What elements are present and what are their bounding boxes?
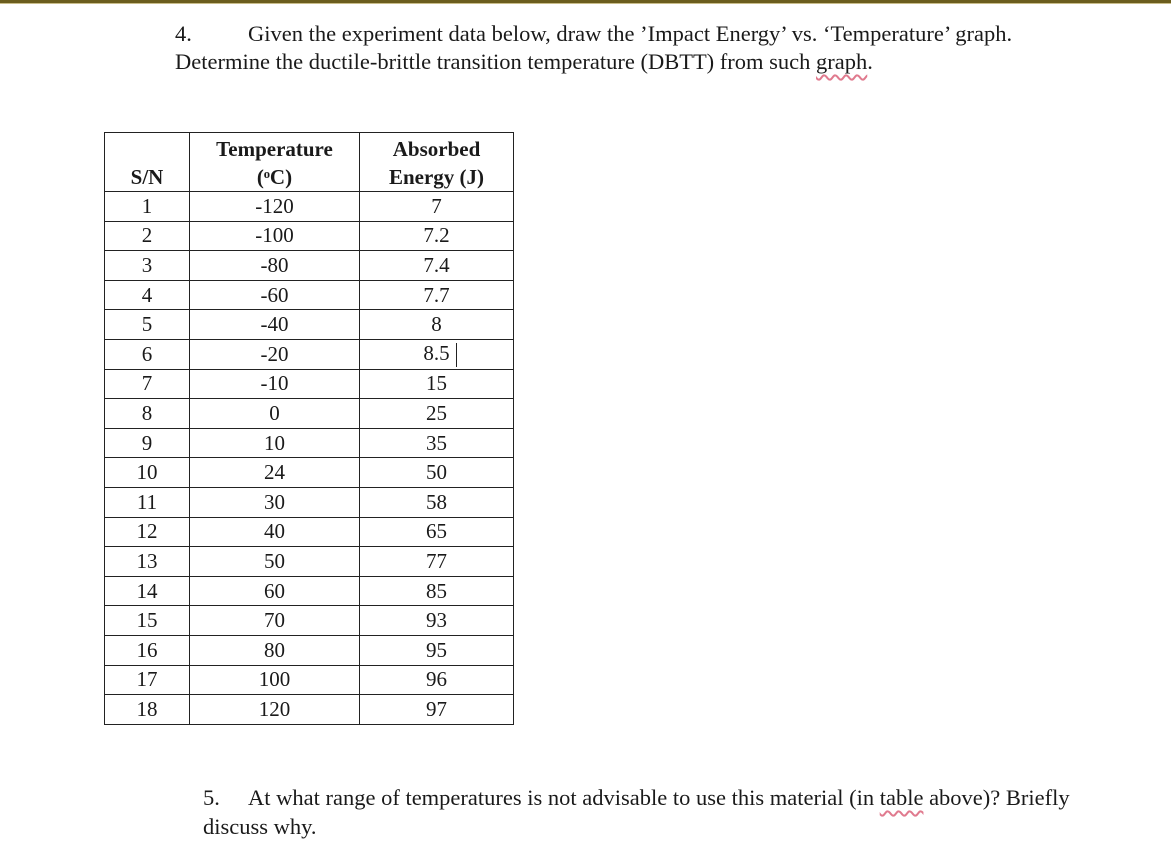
question-4-number: 4.: [175, 21, 192, 46]
cell-sn[interactable]: 12: [105, 517, 190, 547]
table-row: [105, 310, 514, 340]
question-5[interactable]: [203, 783, 1083, 841]
header-energy-line1: Absorbed: [392, 137, 481, 161]
cell-temperature[interactable]: 24: [190, 458, 360, 488]
table-row: [105, 606, 514, 636]
cell-sn[interactable]: 14: [105, 576, 190, 606]
cell-absorbed-energy[interactable]: 8.5: [360, 339, 514, 369]
table-row: [105, 665, 514, 695]
cell-absorbed-energy[interactable]: 95: [360, 635, 514, 665]
table-row: [105, 517, 514, 547]
table-row: [105, 192, 514, 222]
question-5-text: At what range of temperatures is not advisable to use this material (in: [248, 785, 880, 810]
text-cursor: [456, 343, 457, 367]
cell-temperature[interactable]: -40: [190, 310, 360, 340]
question-4[interactable]: [175, 20, 1075, 76]
cell-absorbed-energy[interactable]: 58: [360, 487, 514, 517]
question-5-spellcheck-word[interactable]: table: [879, 785, 924, 810]
table-row: [105, 339, 514, 369]
table-row: [105, 635, 514, 665]
cell-temperature[interactable]: -120: [190, 192, 360, 222]
table-row: [105, 399, 514, 429]
question-4-text-end: .: [867, 49, 873, 74]
cell-absorbed-energy[interactable]: 85: [360, 576, 514, 606]
cell-temperature[interactable]: -100: [190, 221, 360, 251]
cell-temperature[interactable]: 30: [190, 487, 360, 517]
cell-temperature[interactable]: 120: [190, 695, 360, 725]
header-absorbed-energy[interactable]: [360, 133, 514, 192]
table-row: [105, 695, 514, 725]
cell-sn[interactable]: 5: [105, 310, 190, 340]
cell-temperature[interactable]: 0: [190, 399, 360, 429]
table-row: [105, 251, 514, 281]
cell-absorbed-energy[interactable]: 93: [360, 606, 514, 636]
cell-temperature[interactable]: -60: [190, 280, 360, 310]
cell-sn[interactable]: 2: [105, 221, 190, 251]
cell-absorbed-energy[interactable]: 77: [360, 547, 514, 577]
experiment-data-table: [104, 132, 514, 725]
table-row: [105, 428, 514, 458]
cell-temperature[interactable]: 40: [190, 517, 360, 547]
cell-sn[interactable]: 15: [105, 606, 190, 636]
cell-sn[interactable]: 13: [105, 547, 190, 577]
header-sn[interactable]: [105, 133, 190, 192]
table-row: [105, 547, 514, 577]
cell-temperature[interactable]: -10: [190, 369, 360, 399]
cell-absorbed-energy[interactable]: 7.7: [360, 280, 514, 310]
header-temperature-unit: (ᵒC): [256, 165, 293, 189]
cell-sn[interactable]: 6: [105, 339, 190, 369]
cell-absorbed-energy[interactable]: 35: [360, 428, 514, 458]
cell-absorbed-energy[interactable]: 50: [360, 458, 514, 488]
cell-sn[interactable]: 3: [105, 251, 190, 281]
cell-absorbed-energy[interactable]: 8: [360, 310, 514, 340]
cell-sn[interactable]: 11: [105, 487, 190, 517]
question-5-number: 5.: [203, 785, 220, 810]
page-top-border-shadow: [0, 3, 1171, 4]
header-temperature[interactable]: [190, 133, 360, 192]
cell-absorbed-energy[interactable]: 7.2: [360, 221, 514, 251]
table-row: [105, 458, 514, 488]
cell-sn[interactable]: 18: [105, 695, 190, 725]
cell-sn[interactable]: 9: [105, 428, 190, 458]
cell-sn[interactable]: 1: [105, 192, 190, 222]
table-row: [105, 576, 514, 606]
cell-temperature[interactable]: -80: [190, 251, 360, 281]
cell-temperature[interactable]: 80: [190, 635, 360, 665]
cell-temperature[interactable]: 10: [190, 428, 360, 458]
cell-temperature[interactable]: 60: [190, 576, 360, 606]
cell-absorbed-energy[interactable]: 96: [360, 665, 514, 695]
table-body: [105, 192, 514, 725]
cell-temperature[interactable]: -20: [190, 339, 360, 369]
cell-sn[interactable]: 17: [105, 665, 190, 695]
cell-sn[interactable]: 16: [105, 635, 190, 665]
cell-temperature[interactable]: 100: [190, 665, 360, 695]
cell-sn[interactable]: 4: [105, 280, 190, 310]
cell-absorbed-energy[interactable]: 97: [360, 695, 514, 725]
cell-absorbed-energy[interactable]: 25: [360, 399, 514, 429]
header-temperature-line1: Temperature: [216, 137, 333, 161]
cell-sn[interactable]: 7: [105, 369, 190, 399]
table-row: [105, 221, 514, 251]
table-header-row: [105, 133, 514, 192]
cell-sn[interactable]: 10: [105, 458, 190, 488]
header-sn-label: S/N: [130, 165, 164, 189]
table-row: [105, 369, 514, 399]
table-row: [105, 487, 514, 517]
cell-absorbed-energy[interactable]: 7: [360, 192, 514, 222]
cell-sn[interactable]: 8: [105, 399, 190, 429]
cell-temperature[interactable]: 70: [190, 606, 360, 636]
header-energy-unit: Energy (J): [388, 165, 485, 189]
question-4-text: Given the experiment data below, draw the ’Impact Energy’ vs. ‘Temperature’ graph. Determine the ductile-brittle transition temperature (DBTT) from such: [175, 21, 1013, 74]
cell-absorbed-energy[interactable]: 15: [360, 369, 514, 399]
cell-absorbed-energy[interactable]: 65: [360, 517, 514, 547]
question-5-text-end: above)? Briefly discuss why.: [203, 785, 1070, 839]
table-row: [105, 280, 514, 310]
question-4-spellcheck-word[interactable]: graph: [816, 49, 868, 74]
cell-temperature[interactable]: 50: [190, 547, 360, 577]
cell-absorbed-energy[interactable]: 7.4: [360, 251, 514, 281]
